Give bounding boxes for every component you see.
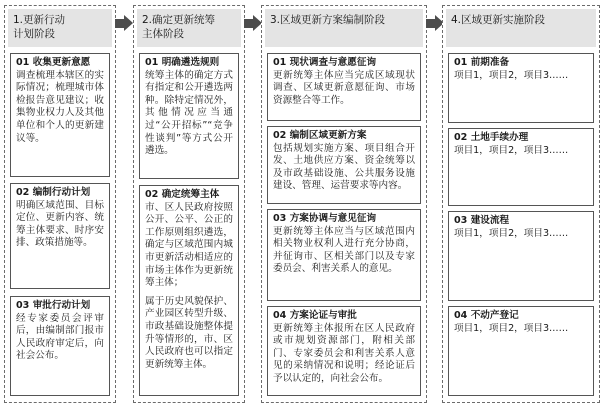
stage-2-header — [137, 9, 241, 47]
box-title: 03 方案协调与意见征询 — [273, 213, 377, 224]
stage-1-box-2 — [10, 183, 110, 289]
stage-4-box-4 — [448, 306, 594, 396]
stage-4-box-3 — [448, 211, 594, 301]
box-body: 统筹主体的确定方式有指定和公开遴选两种。除特定情况外，其他情况应当通过“公开招标”“竞争性谈判”等方式公开遴选。 — [145, 69, 233, 157]
stage-3-box-3 — [267, 209, 421, 301]
box-title: 04 不动产登记 — [454, 310, 519, 321]
box-body: 更新统筹主体应当完成区域现状调查、区域更新意愿征询、市场资源整合等工作。 — [273, 69, 415, 106]
stage-4-box-2 — [448, 128, 594, 206]
box-body: 项目1，项目2，项目3…… — [454, 69, 569, 81]
box-title: 01 收集更新意愿 — [16, 57, 91, 68]
stage-2-box-2 — [139, 185, 239, 396]
box-title: 01 现状调查与意愿征询 — [273, 57, 377, 68]
box-body: 更新统筹主体应当与区域范围内相关物业权利人进行充分协商，并征询市、区相关部门以及专家委员会、利害关系人的意见。 — [273, 225, 415, 275]
stage-2-box-1 — [139, 53, 239, 179]
stage-3-box-2 — [267, 126, 421, 204]
box-title: 02 确定统筹主体 — [145, 189, 220, 200]
stage-2-header-text: 2.确定更新统筹 主体阶段 — [142, 14, 216, 40]
box-body: 市、区人民政府按照公开、公平、公正的工作原则组织遴选，确定与区域范围内城市更新活动相适应的市场主体作为更新统筹主体； — [145, 201, 233, 289]
box-title: 01 前期准备 — [454, 57, 510, 68]
box-body: 明确区域范围、目标定位、更新内容、统筹主体要求、时序安排、政策措施等。 — [16, 199, 104, 249]
stage-3-box-4 — [267, 306, 421, 396]
stage-1-column — [4, 5, 116, 403]
stage-3-header — [265, 9, 423, 47]
box-title: 03 审批行动计划 — [16, 300, 91, 311]
stage-4-header — [446, 9, 596, 47]
box-title: 03 建设流程 — [454, 215, 510, 226]
stage-3-header-text: 3.区域更新方案编制阶段 — [270, 14, 386, 26]
stage-4-header-text: 4.区域更新实施阶段 — [451, 14, 546, 26]
box-body: 项目1，项目2，项目3…… — [454, 144, 569, 156]
box-title: 02 编制区域更新方案 — [273, 130, 367, 141]
box-title: 02 编制行动计划 — [16, 187, 91, 198]
stage-2-column — [133, 5, 245, 403]
stage-1-header — [8, 9, 112, 47]
box-title: 02 土地手续办理 — [454, 132, 529, 143]
stage-3-column — [261, 5, 427, 403]
stage-4-box-1 — [448, 53, 594, 123]
stage-3-box-1 — [267, 53, 421, 121]
box-title: 04 方案论证与审批 — [273, 310, 357, 321]
box-title: 01 明确遴选规则 — [145, 57, 220, 68]
stage-1-box-3 — [10, 296, 110, 396]
stage-1-header-text: 1.更新行动 计划阶段 — [13, 14, 66, 40]
box-body: 项目1，项目2，项目3…… — [454, 227, 569, 239]
arrow-head — [124, 15, 133, 31]
box-body-extra: 属于历史风貌保护、产业园区转型升级、市政基础设施整体提升等情形的，市、区人民政府也可以指定更新统筹主体。 — [145, 295, 233, 370]
stage-1-box-1 — [10, 53, 110, 177]
stage-4-column — [442, 5, 600, 403]
box-body: 项目1，项目2，项目3…… — [454, 322, 569, 334]
box-body: 更新统筹主体报所在区人民政府或市规划资源部门，附相关部门、专家委员会和利害关系人意见的采纳情况和说明；经论证后予以认定的，向社会公布。 — [273, 322, 415, 384]
box-body: 包括规划实施方案、项目组合开发、土地供应方案、资金统筹以及市政基础设施、公共服务设施建设、管理、运营要求等内容。 — [273, 142, 415, 192]
box-body: 经专家委员会评审后，由编制部门报市人民政府审定后，向社会公布。 — [16, 312, 104, 362]
box-body: 调查梳理本辖区的实际情况；梳理城市体检报告意见建议；收集物业权力人及其他单位和个人的更新建议等。 — [16, 69, 104, 144]
